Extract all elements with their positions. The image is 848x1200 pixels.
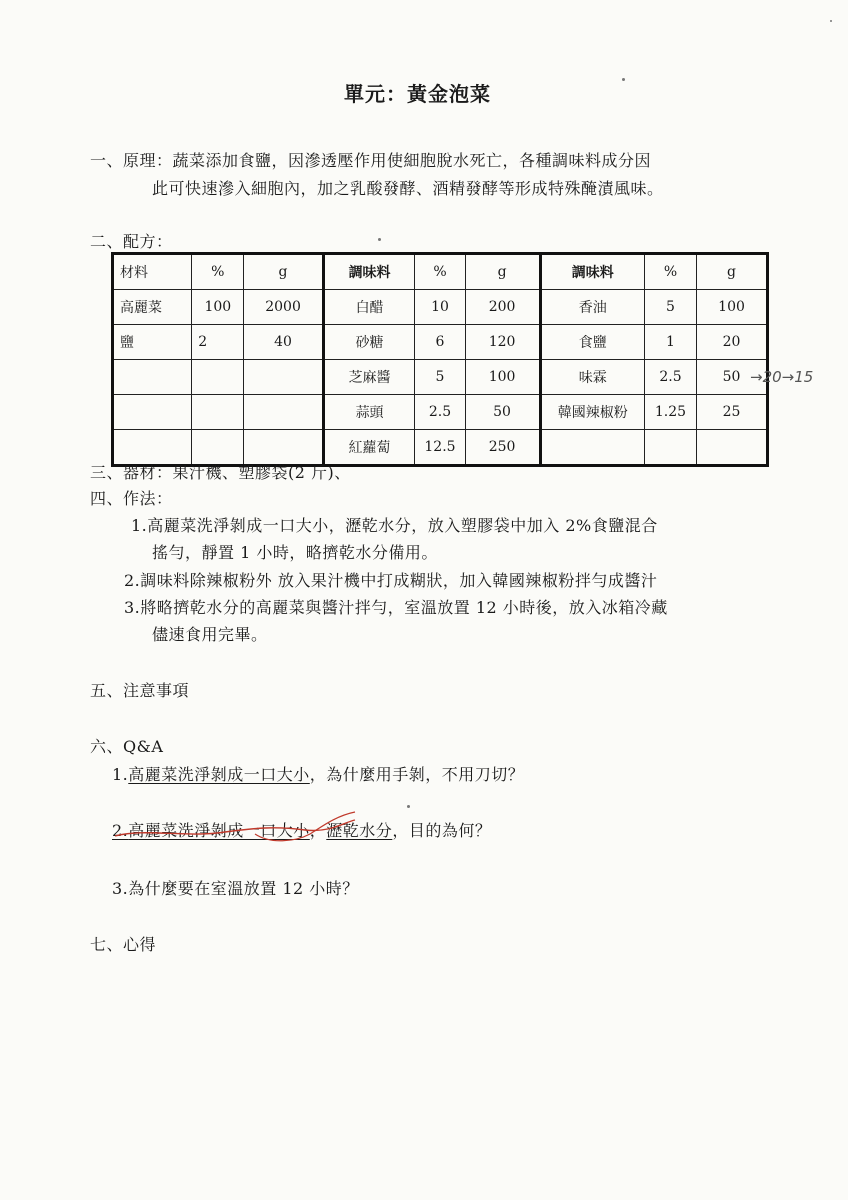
method-step-3-line-2: 儘速食用完畢。 <box>152 625 268 644</box>
qa-question-1-underlined: 高麗菜洗淨剝成一口大小 <box>128 765 310 784</box>
header-cell: g <box>697 254 768 290</box>
scan-speck <box>830 20 832 22</box>
table-row <box>113 360 768 395</box>
table-cell: 100 <box>465 360 540 395</box>
table-cell: 2000 <box>244 290 323 325</box>
table-cell: 100 <box>697 290 768 325</box>
table-row <box>113 325 768 360</box>
header-cell: 材料 <box>113 254 192 290</box>
scan-speck <box>622 78 625 81</box>
table-row <box>113 290 768 325</box>
table-cell: 味霖 <box>540 360 644 395</box>
table-cell: 2.5 <box>644 360 696 395</box>
method-step-3-line-1: 3.將略擠乾水分的高麗菜與醬汁拌勻，室溫放置 12 小時後，放入冰箱冷藏 <box>124 598 668 617</box>
reflection-heading: 七、心得 <box>90 935 157 954</box>
red-pen-stroke <box>255 812 355 841</box>
table-cell: 100 <box>192 290 244 325</box>
method-step-1-line-2: 搖勻，靜置 1 小時，略擠乾水分備用。 <box>152 543 438 562</box>
qa-question-2-rest: ，目的為何？ <box>392 821 492 840</box>
table-cell <box>644 430 696 466</box>
qa-question-2-underlined: 高麗菜洗淨剝成一口大小 <box>128 821 310 840</box>
table-cell: 2 <box>192 325 244 360</box>
table-cell: 12.5 <box>415 430 465 466</box>
table-cell: 200 <box>465 290 540 325</box>
qa-heading: 六、Q&A <box>90 737 164 756</box>
table-cell: 10 <box>415 290 465 325</box>
table-cell <box>113 360 192 395</box>
qa-question-1-number: 1. <box>112 765 129 784</box>
table-cell: 50 <box>697 360 768 395</box>
qa-question-2-number: 2. <box>112 821 129 840</box>
method-step-1-line-1: 1.高麗菜洗淨剝成一口大小，瀝乾水分，放入塑膠袋中加入 2%食鹽混合 <box>131 516 658 535</box>
header-cell: g <box>244 254 323 290</box>
table-cell: 高麗菜 <box>113 290 192 325</box>
header-cell: % <box>192 254 244 290</box>
table-cell <box>244 395 323 430</box>
scan-speck <box>378 238 381 241</box>
table-cell: 香油 <box>540 290 644 325</box>
table-cell: 120 <box>465 325 540 360</box>
principle-line-2: 此可快速滲入細胞內，加之乳酸發酵、酒精發酵等形成特殊醃漬風味。 <box>152 179 664 198</box>
table-cell: 食鹽 <box>540 325 644 360</box>
table-cell: 白醋 <box>323 290 415 325</box>
recipe-table <box>111 252 769 467</box>
table-cell <box>192 360 244 395</box>
table-cell: 紅蘿蔔 <box>323 430 415 466</box>
scan-speck <box>407 805 410 808</box>
page-title: 單元：黃金泡菜 <box>344 82 491 106</box>
principle-line-1: 一、原理：蔬菜添加食鹽，因滲透壓作用使細胞脫水死亡，各種調味料成分因 <box>90 151 652 170</box>
table-cell: 1 <box>644 325 696 360</box>
table-cell: 1.25 <box>644 395 696 430</box>
table-cell: 蒜頭 <box>323 395 415 430</box>
table-cell: 芝麻醬 <box>323 360 415 395</box>
qa-question-2-underlined-2: 瀝乾水分 <box>326 821 393 840</box>
table-cell: 250 <box>465 430 540 466</box>
header-cell: g <box>465 254 540 290</box>
header-cell: 調味料 <box>540 254 644 290</box>
qa-question-3: 3.為什麼要在室溫放置 12 小時？ <box>112 879 359 898</box>
table-cell <box>540 430 644 466</box>
qa-question-2-comma: ， <box>309 821 327 840</box>
recipe-heading: 二、配方： <box>90 232 173 251</box>
table-cell <box>113 395 192 430</box>
equipment-line: 三、器材：果汁機、塑膠袋(2 斤)、 <box>90 463 351 482</box>
table-cell <box>192 395 244 430</box>
table-cell <box>244 360 323 395</box>
red-pen-annotation <box>105 808 365 844</box>
notes-heading: 五、注意事項 <box>90 681 190 700</box>
table-cell: 韓國辣椒粉 <box>540 395 644 430</box>
table-cell: 25 <box>697 395 768 430</box>
header-cell: % <box>644 254 696 290</box>
table-cell <box>697 430 768 466</box>
method-heading: 四、作法： <box>90 489 173 508</box>
qa-question-1 <box>112 762 524 785</box>
header-cell: 調味料 <box>323 254 415 290</box>
table-cell: 6 <box>415 325 465 360</box>
table-cell: 20 <box>697 325 768 360</box>
table-cell: 砂糖 <box>323 325 415 360</box>
qa-question-1-rest: ，為什麼用手剝，不用刀切？ <box>309 765 525 784</box>
table-row <box>113 395 768 430</box>
handwritten-note <box>730 368 840 392</box>
table-cell: 50 <box>465 395 540 430</box>
method-step-2: 2.調味料除辣椒粉外 放入果汁機中打成糊狀，加入韓國辣椒粉拌勻成醬汁 <box>124 571 658 590</box>
table-cell: 5 <box>644 290 696 325</box>
header-cell: % <box>415 254 465 290</box>
table-header-row <box>113 254 768 290</box>
table-cell: 5 <box>415 360 465 395</box>
table-cell: 鹽 <box>113 325 192 360</box>
table-cell: 2.5 <box>415 395 465 430</box>
table-cell: 40 <box>244 325 323 360</box>
handwritten-note-text: →20→15 <box>750 368 814 386</box>
